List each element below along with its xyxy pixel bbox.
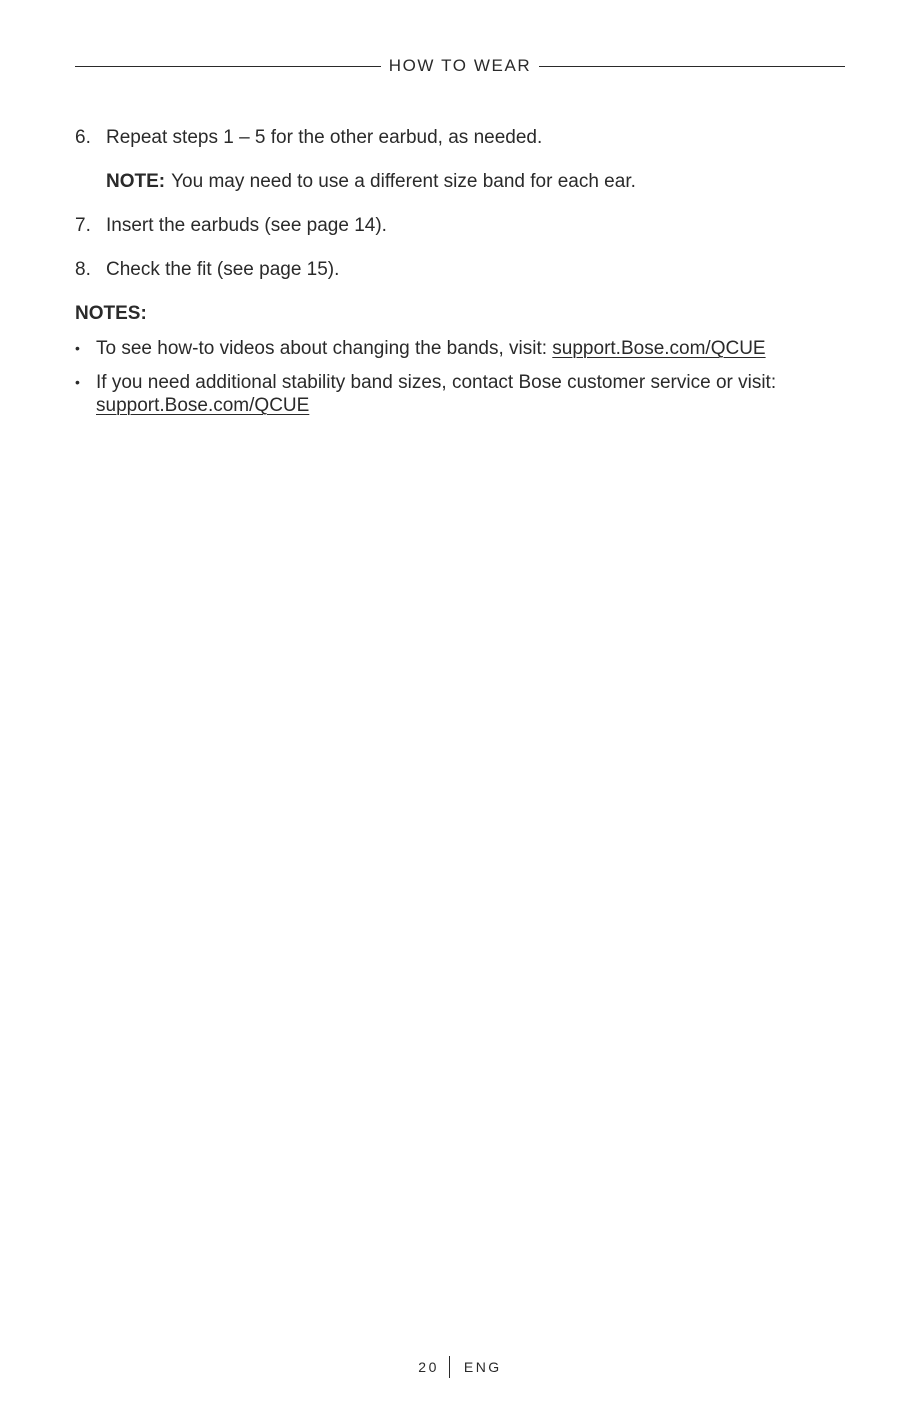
step-number: 7. xyxy=(75,215,91,236)
notes-item-text: If you need additional stability band sizes, contact Bose customer service or visit: xyxy=(96,372,777,393)
notes-heading: NOTES: xyxy=(75,303,147,324)
step-number: 8. xyxy=(75,259,91,280)
bullet-icon: • xyxy=(75,374,80,390)
support-link[interactable]: support.Bose.com/QCUE xyxy=(552,338,766,359)
notes-list-item xyxy=(75,371,845,417)
notes-item-body xyxy=(96,337,845,360)
section-title: HOW TO WEAR xyxy=(388,56,532,75)
support-link[interactable]: support.Bose.com/QCUE xyxy=(96,395,310,416)
page-footer xyxy=(0,1355,920,1379)
step-8 xyxy=(75,258,339,282)
step-text: Check the fit (see page 15). xyxy=(106,259,340,280)
page-number: 20 xyxy=(418,1359,439,1375)
section-header xyxy=(75,55,845,77)
step-number: 6. xyxy=(75,127,91,148)
footer-divider xyxy=(449,1356,450,1378)
notes-list-item xyxy=(75,337,845,360)
step-text: Insert the earbuds (see page 14). xyxy=(106,215,387,236)
header-rule-left xyxy=(75,66,381,67)
note-text: You may need to use a different size band for each ear. xyxy=(171,171,636,192)
bullet-icon: • xyxy=(75,340,80,356)
notes-item-body xyxy=(96,371,845,417)
step-7 xyxy=(75,214,387,238)
notes-item-text: To see how-to videos about changing the bands, visit: xyxy=(96,338,553,359)
step-6 xyxy=(75,126,542,150)
step-text: Repeat steps 1 – 5 for the other earbud, as needed. xyxy=(106,127,543,148)
header-rule-right xyxy=(539,66,845,67)
language-code: ENG xyxy=(463,1359,502,1375)
note-label: NOTE: xyxy=(106,171,166,192)
step-note xyxy=(106,170,636,194)
